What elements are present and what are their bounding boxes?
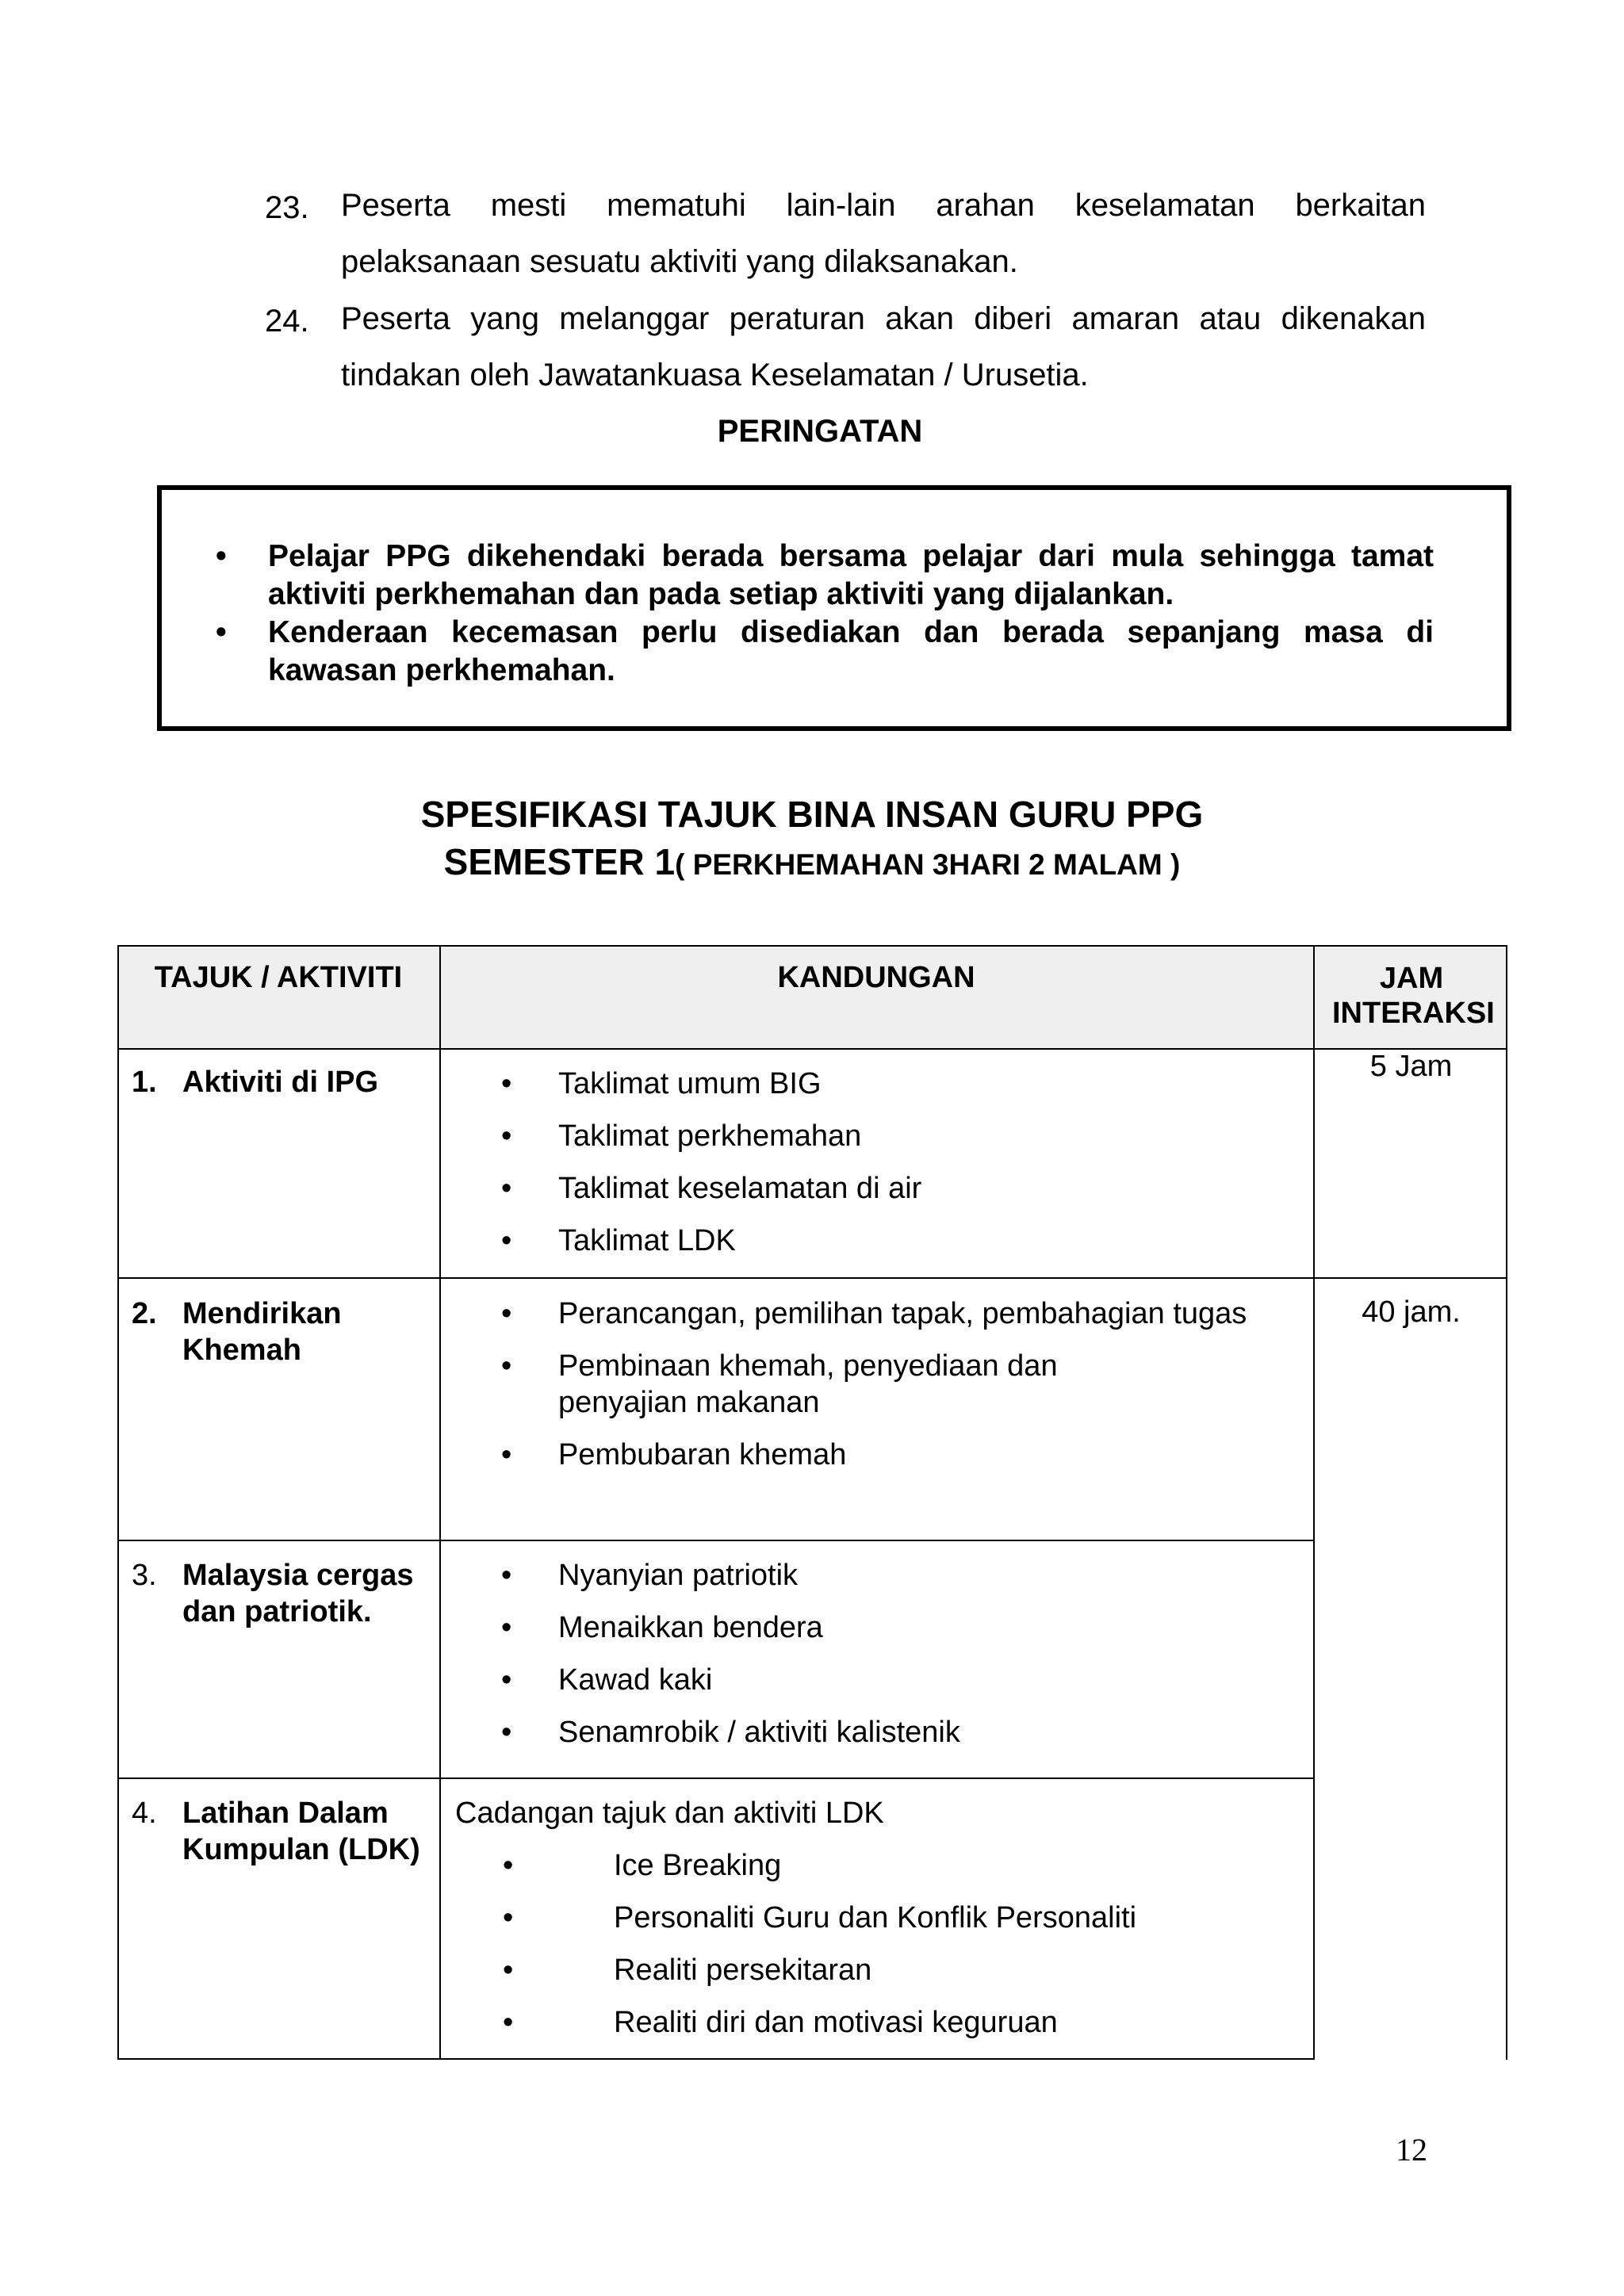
rule-text-line: Peserta mesti mematuhi lain-lain arahan keselamatan berkaitan <box>341 188 1426 223</box>
warning-item <box>216 614 1434 690</box>
bullet-icon: • <box>501 1559 512 1592</box>
row-number: 1. <box>132 1066 157 1099</box>
bullet-icon: • <box>503 1901 514 1934</box>
list-item: • Realiti diri dan motivasi keguruan <box>503 2006 1058 2039</box>
bullet-icon: • <box>501 1224 512 1257</box>
table-row-content <box>501 1557 1294 1751</box>
list-item: • Taklimat LDK <box>501 1224 736 1257</box>
row-topic-label: Malaysia cergas dan patriotik. <box>182 1559 414 1628</box>
bullet-icon: • <box>501 1716 512 1749</box>
header-topic: TAJUK / AKTIVITI <box>154 961 403 994</box>
warning-item-text: Pelajar PPG dikehendaki berada bersama pelajar dari mula sehingga tamat aktiviti perkhemahan dan pada setiap aktiviti yang dijalankan. <box>268 539 1434 611</box>
header-hours: JAM INTERAKSI <box>1332 962 1495 1030</box>
list-item: • Senamrobik / aktiviti kalistenik <box>501 1716 960 1749</box>
table-row-topic <box>132 1295 433 1375</box>
rule-text-line: Peserta yang melanggar peraturan akan diberi amaran atau dikenakan <box>341 301 1426 336</box>
list-item: • Kawad kaki <box>501 1663 713 1697</box>
list-item: • Realiti persekitaran <box>503 1954 872 1987</box>
list-item: • Taklimat umum BIG <box>501 1067 822 1100</box>
rule-number: 24. <box>265 304 309 339</box>
row-number: 4. <box>132 1797 157 1830</box>
list-item: • Ice Breaking <box>503 1849 782 1882</box>
bullet-icon: • <box>501 1611 512 1644</box>
section-title: SPESIFIKASI TAJUK BINA INSAN GURU PPG <box>420 794 1204 835</box>
row-topic-label: Aktiviti di IPG <box>182 1066 379 1099</box>
bullet-icon: • <box>501 1438 512 1471</box>
row-number: 2. <box>132 1297 157 1330</box>
row-hours: 40 jam. <box>1362 1295 1461 1329</box>
semester-label: SEMESTER 1 <box>443 841 676 882</box>
bullet-icon: • <box>501 1119 512 1153</box>
table-row-topic <box>132 1557 433 1636</box>
rule-23 <box>265 190 1426 301</box>
warning-heading: PERINGATAN <box>717 414 923 449</box>
table-row-topic <box>132 1064 433 1112</box>
row-hours: 5 Jam <box>1369 1050 1453 1083</box>
table-row-topic <box>132 1795 433 1874</box>
list-item: • Personaliti Guru dan Konflik Personaliti <box>503 1901 1137 1934</box>
camp-duration: ( PERKHEMAHAN 3HARI 2 MALAM ) <box>675 848 1181 881</box>
bullet-icon: • <box>501 1349 512 1383</box>
list-item: • Taklimat perkhemahan <box>501 1119 862 1153</box>
list-item: • Pembubaran khemah <box>501 1438 847 1471</box>
list-item: • Pembinaan khemah, penyediaan dan penyajian makanan <box>501 1349 1058 1419</box>
warning-item-text: Kenderaan kecemasan perlu disediakan dan berada sepanjang masa di kawasan perkhemahan. <box>268 615 1434 687</box>
table-row-content <box>501 1295 1294 1473</box>
bullet-icon: • <box>216 539 227 573</box>
rule-text-line: tindakan oleh Jawatankuasa Keselamatan / Urusetia. <box>341 358 1089 392</box>
bullet-icon: • <box>216 615 227 649</box>
bullet-icon: • <box>501 1172 512 1205</box>
header-content: KANDUNGAN <box>777 961 975 994</box>
row-number: 3. <box>132 1559 157 1592</box>
rule-24 <box>265 301 1426 415</box>
bullet-icon: • <box>503 2006 514 2039</box>
row-topic-label: Latihan Dalam Kumpulan (LDK) <box>182 1797 420 1866</box>
list-item: • Menaikkan bendera <box>501 1611 823 1644</box>
rule-number: 23. <box>265 190 309 225</box>
table-row-content <box>503 1847 1296 2041</box>
rule-text-line: pelaksanaan sesuatu aktiviti yang dilaksanakan. <box>341 244 1018 279</box>
warning-item <box>216 538 1434 614</box>
row-topic-label: Mendirikan Khemah <box>182 1297 342 1367</box>
page-number: 12 <box>1396 2132 1427 2168</box>
bullet-icon: • <box>501 1297 512 1330</box>
ldk-intro: Cadangan tajuk dan aktiviti LDK <box>455 1797 884 1830</box>
list-item: • Nyanyian patriotik <box>501 1559 799 1592</box>
list-item: • Taklimat keselamatan di air <box>501 1172 922 1205</box>
list-item: • Perancangan, pemilihan tapak, pembahagian tugas <box>501 1297 1247 1330</box>
table-row-content <box>501 1066 1294 1259</box>
bullet-icon: • <box>503 1954 514 1987</box>
warning-box <box>157 485 1511 731</box>
section-subtitle <box>0 840 1624 883</box>
bullet-icon: • <box>503 1849 514 1882</box>
bullet-icon: • <box>501 1067 512 1100</box>
bullet-icon: • <box>501 1663 512 1697</box>
